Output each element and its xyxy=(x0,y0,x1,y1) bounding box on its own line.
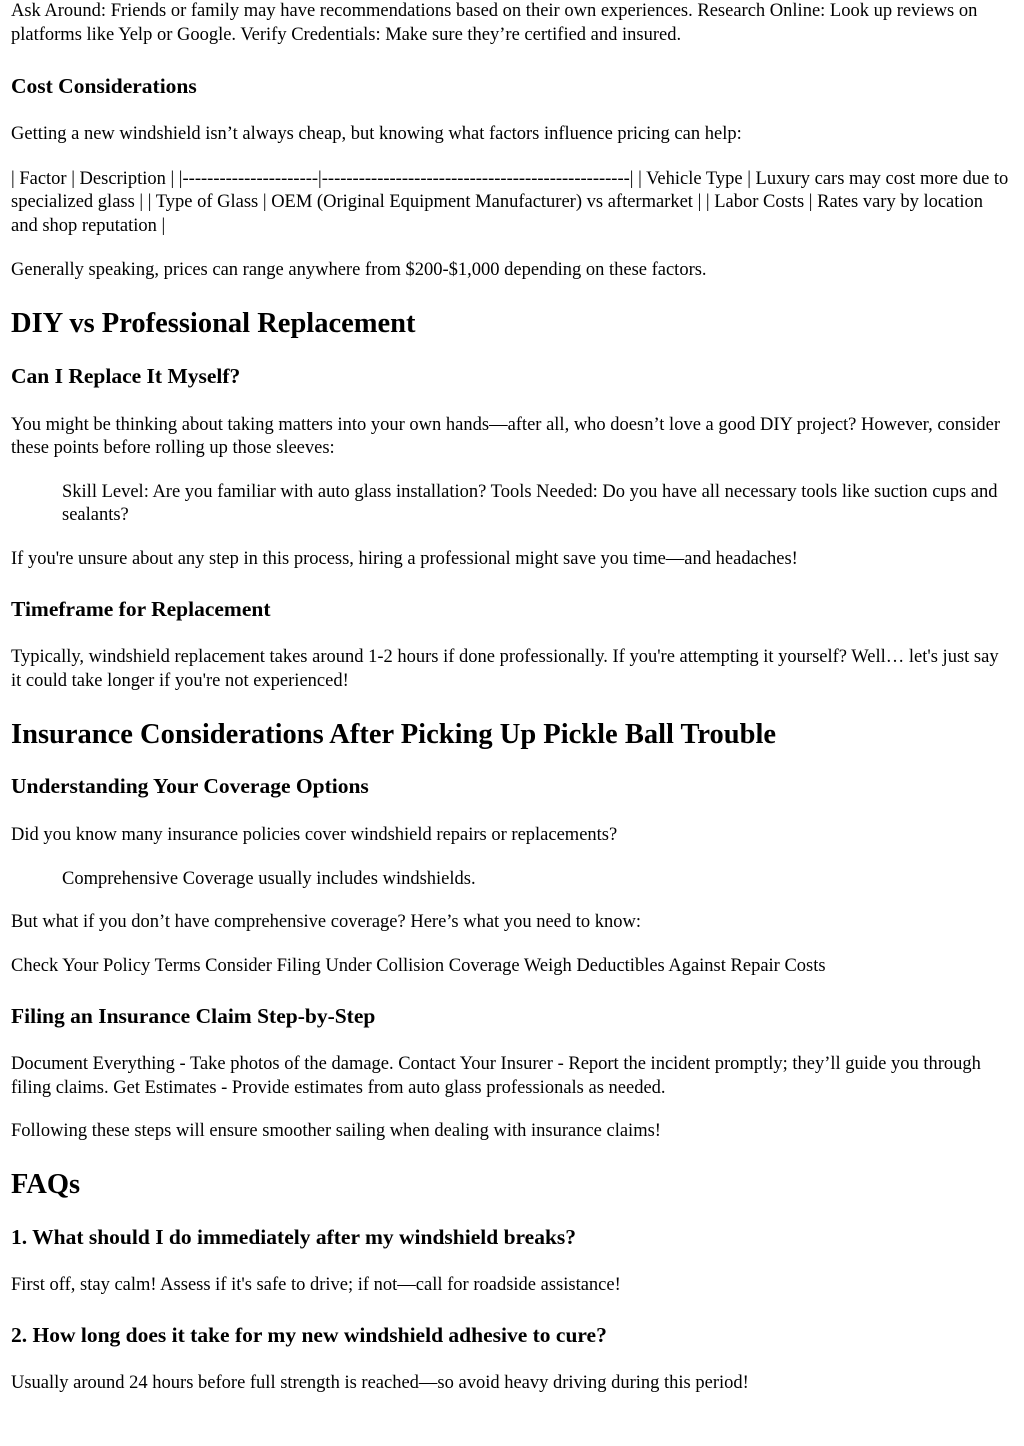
claim-steps-paragraph: Document Everything - Take photos of the damage. Contact Your Insurer - Report the incident promptly; they’ll guide you through filing claims. Get Estimates - Provide estimates from auto glass professionals as needed. xyxy=(11,1054,981,1098)
comprehensive-coverage-blockquote: Comprehensive Coverage usually includes windshields. xyxy=(62,868,476,889)
cost-range-paragraph: Generally speaking, prices can range anywhere from $200-$1,000 depending on these factors. xyxy=(11,260,707,280)
diy-intro-paragraph: You might be thinking about taking matters into your own hands—after all, who doesn’t love a good DIY project? However, consider these points before rolling up those sleeves: xyxy=(11,414,1000,458)
timeframe-paragraph: Typically, windshield replacement takes around 1-2 hours if done professionally. If you're attempting it yourself? Well… let's just say it could take longer if you're not experienced! xyxy=(11,647,999,691)
cost-factors-table-text: | Factor | Description | |----------------------|--------------------------------------------------| | Vehicle Type | Luxury cars may cost more due to specialized glass | | Type of Glass | OEM (Original Equipment Manufacturer) vs aftermarket | | Labor Costs | Rates vary by location and shop reputation | xyxy=(11,168,1009,236)
coverage-paragraph: Did you know many insurance policies cover windshield repairs or replacements? xyxy=(11,825,618,845)
diy-vs-professional-heading: DIY vs Professional Replacement xyxy=(11,307,416,339)
check-policy-paragraph: Check Your Policy Terms Consider Filing Under Collision Coverage Weigh Deductibles Against Repair Costs xyxy=(11,955,826,976)
claim-follow-paragraph: Following these steps will ensure smoother sailing when dealing with insurance claims! xyxy=(11,1121,661,1141)
cost-considerations-heading: Cost Considerations xyxy=(11,74,197,98)
unsure-paragraph: If you're unsure about any step in this process, hiring a professional might save you time—and headaches! xyxy=(11,548,798,569)
filing-claim-heading: Filing an Insurance Claim Step-by-Step xyxy=(11,1004,376,1028)
faq-answer-2: Usually around 24 hours before full strength is reached—so avoid heavy driving during this period! xyxy=(11,1373,749,1393)
cost-intro-paragraph: Getting a new windshield isn’t always cheap, but knowing what factors influence pricing can help: xyxy=(11,124,742,144)
no-comprehensive-paragraph: But what if you don’t have comprehensive coverage? Here’s what you need to know: xyxy=(11,912,642,932)
faq-question-1: 1. What should I do immediately after my windshield breaks? xyxy=(11,1224,577,1249)
faq-answer-1: First off, stay calm! Assess if it's safe to drive; if not—call for roadside assistance! xyxy=(11,1274,621,1295)
insurance-considerations-heading: Insurance Considerations After Picking Up Pickle Ball Trouble xyxy=(11,719,777,750)
ask-around-paragraph: Ask Around: Friends or family may have recommendations based on their own experiences. Research Online: Look up reviews on platforms like Yelp or Google. Verify Credentials: Make sure they’re certified and insured. xyxy=(11,1,978,45)
faqs-heading: FAQs xyxy=(11,1168,81,1200)
can-i-replace-heading: Can I Replace It Myself? xyxy=(11,363,241,388)
timeframe-heading: Timeframe for Replacement xyxy=(11,597,271,621)
faq-question-2: 2. How long does it take for my new windshield adhesive to cure? xyxy=(11,1323,607,1347)
coverage-options-heading: Understanding Your Coverage Options xyxy=(11,774,369,798)
skill-tools-blockquote: Skill Level: Are you familiar with auto glass installation? Tools Needed: Do you have all necessary tools like suction cups and sealants? xyxy=(62,481,998,525)
